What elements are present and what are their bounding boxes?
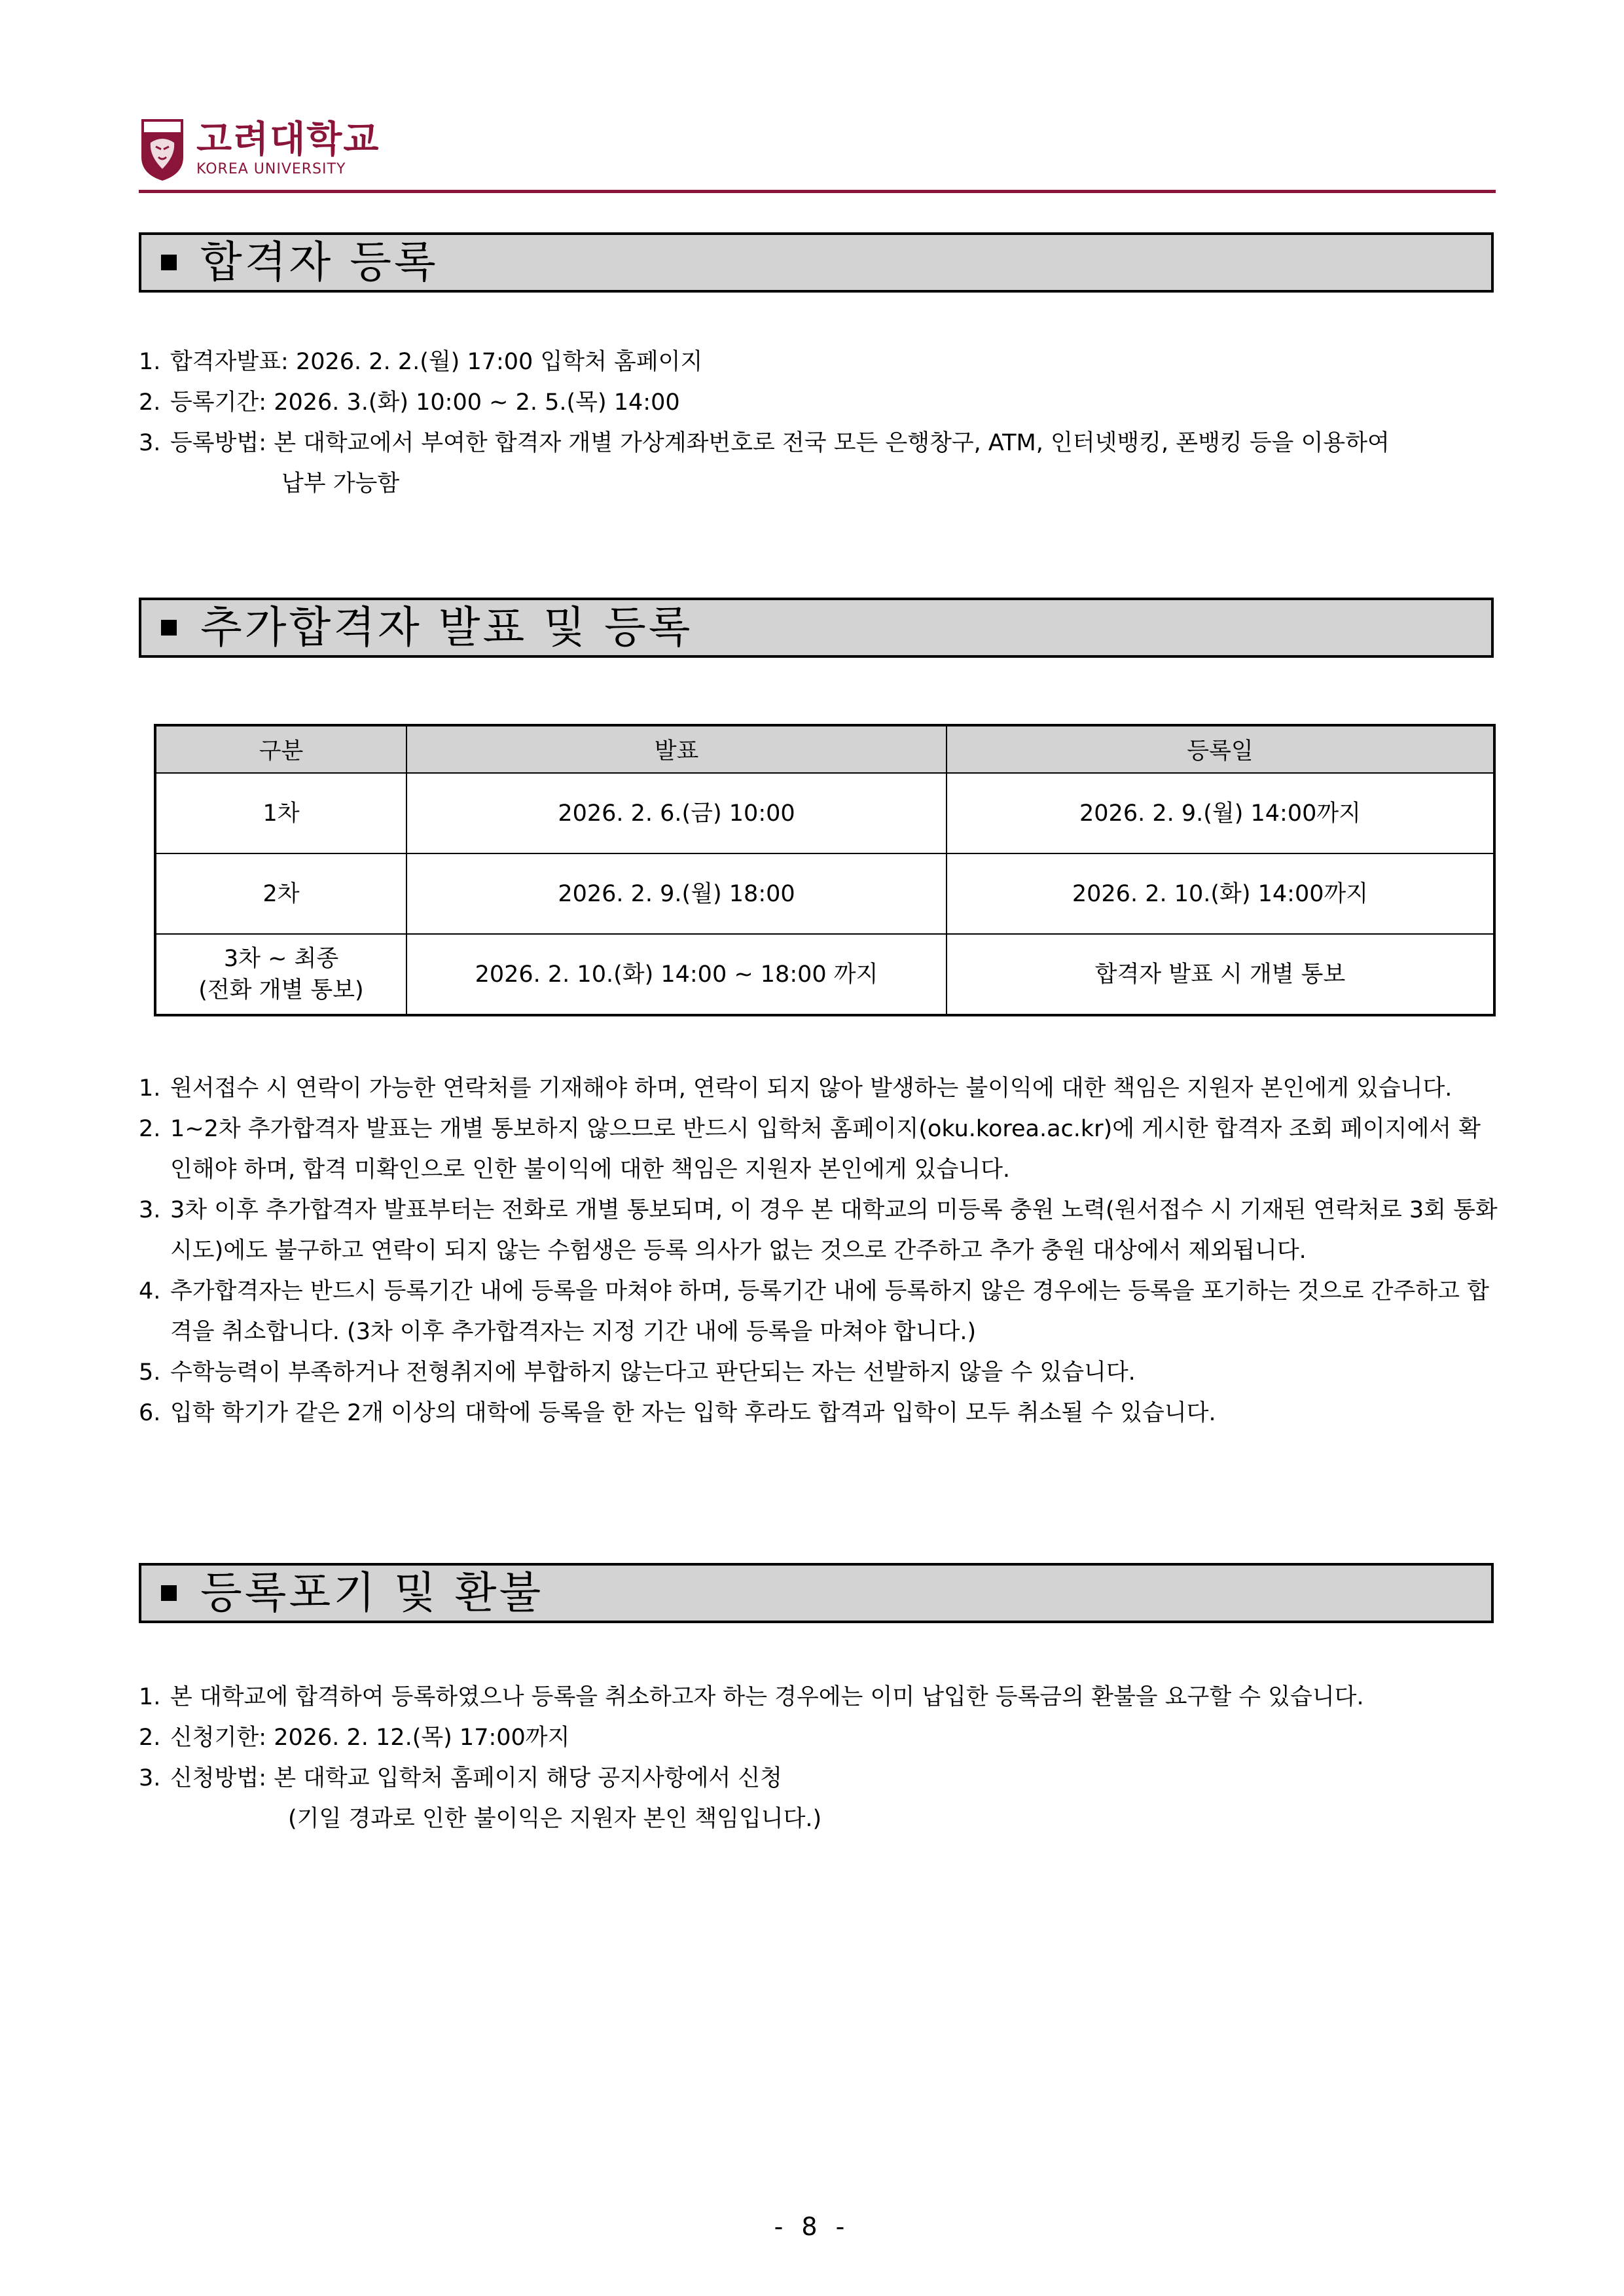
section-header-registration [139,232,1494,293]
refund-list [139,1677,1500,1839]
logo-korean: 고려대학교 [196,118,380,161]
table-cell: 3차 ~ 최종 (전화 개별 통보) [155,934,406,1015]
table-cell: 2026. 2. 10.(화) 14:00 ~ 18:00 까지 [406,934,947,1015]
notes-list [139,1068,1500,1433]
table-cell: 1차 [155,773,406,853]
column-header: 등록일 [947,725,1494,773]
logo-english: KOREA UNIVERSITY [196,161,346,177]
list-item: 3. 3차 이후 추가합격자 발표부터는 전화로 개별 통보되며, 이 경우 본 대학교의 미등록 충원 노력(원서접수 시 기재된 연락처로 3회 통화 시도)에도 불구하고 연락이 되지 않는 수험생은 등록 의사가 없는 것으로 간주하고 추가 충원 대상에서 제외됩니다. [139,1197,1498,1264]
section-title: 합격자 등록 [200,237,439,287]
table-cell: 2차 [155,853,406,934]
column-header: 구분 [155,725,406,773]
section-title: 등록포기 및 환불 [200,1568,544,1618]
list-item: 1. 본 대학교에 합격하여 등록하였으나 등록을 취소하고자 하는 경우에는 이미 납입한 등록금의 환불을 요구할 수 있습니다. [139,1684,1364,1710]
square-bullet-icon [161,255,177,270]
table-row [155,934,1494,1015]
list-item: 5. 수학능력이 부족하거나 전형취지에 부합하지 않는다고 판단되는 자는 선발하지 않을 수 있습니다. [139,1359,1136,1386]
list-item: 2. 등록기간: 2026. 3.(화) 10:00 ~ 2. 5.(목) 14:00 [139,389,680,416]
list-item: 1. 합격자발표: 2026. 2. 2.(월) 17:00 입학처 홈페이지 [139,349,703,375]
section-title: 추가합격자 발표 및 등록 [200,602,693,653]
list-item: 4. 추가합격자는 반드시 등록기간 내에 등록을 마쳐야 하며, 등록기간 내에 등록하지 않은 경우에는 등록을 포기하는 것으로 간주하고 합격을 취소합니다. (3차 이후 추가합격자는 지정 기간 내에 등록을 마쳐야 합니다.) [139,1278,1489,1345]
list-item: 6. 입학 학기가 같은 2개 이상의 대학에 등록을 한 자는 입학 후라도 합격과 입학이 모두 취소될 수 있습니다. [139,1400,1216,1426]
table-cell: 2026. 2. 9.(월) 18:00 [406,853,947,934]
table-cell: 합격자 발표 시 개별 통보 [947,934,1494,1015]
list-item: 3. 등록방법: 본 대학교에서 부여한 합격자 개별 가상계좌번호로 전국 모든 은행창구, ATM, 인터넷뱅킹, 폰뱅킹 등을 이용하여 납부 가능함 [139,430,1390,497]
additional-schedule-table [154,724,1496,1016]
registration-list [139,342,1500,504]
table-cell: 2026. 2. 10.(화) 14:00까지 [947,853,1494,934]
table-header-row [155,725,1494,773]
table-row [155,773,1494,853]
tiger-emblem-icon [139,117,186,182]
list-item: 3. 신청방법: 본 대학교 입학처 홈페이지 해당 공지사항에서 신청 (기일 경과로 인한 불이익은 지원자 본인 책임입니다.) [139,1765,822,1832]
page-number: - 8 - [774,2212,850,2241]
header-divider [139,190,1496,193]
table-cell: 2026. 2. 9.(월) 14:00까지 [947,773,1494,853]
square-bullet-icon [161,1585,177,1601]
list-item: 2. 신청기한: 2026. 2. 12.(목) 17:00까지 [139,1725,570,1751]
section-header-additional [139,598,1494,658]
table-cell: 2026. 2. 6.(금) 10:00 [406,773,947,853]
list-item: 1. 원서접수 시 연락이 가능한 연락처를 기재해야 하며, 연락이 되지 않아 발생하는 불이익에 대한 책임은 지원자 본인에게 있습니다. [139,1075,1453,1102]
university-logo [139,115,380,183]
section-header-refund [139,1563,1494,1623]
table-row [155,853,1494,934]
column-header: 발표 [406,725,947,773]
list-item: 2. 1~2차 추가합격자 발표는 개별 통보하지 않으므로 반드시 입학처 홈페이지(oku.korea.ac.kr)에 게시한 합격자 조회 페이지에서 확인해야 하며, 합격 미확인으로 인한 불이익에 대한 책임은 지원자 본인에게 있습니다. [139,1116,1481,1183]
square-bullet-icon [161,620,177,636]
